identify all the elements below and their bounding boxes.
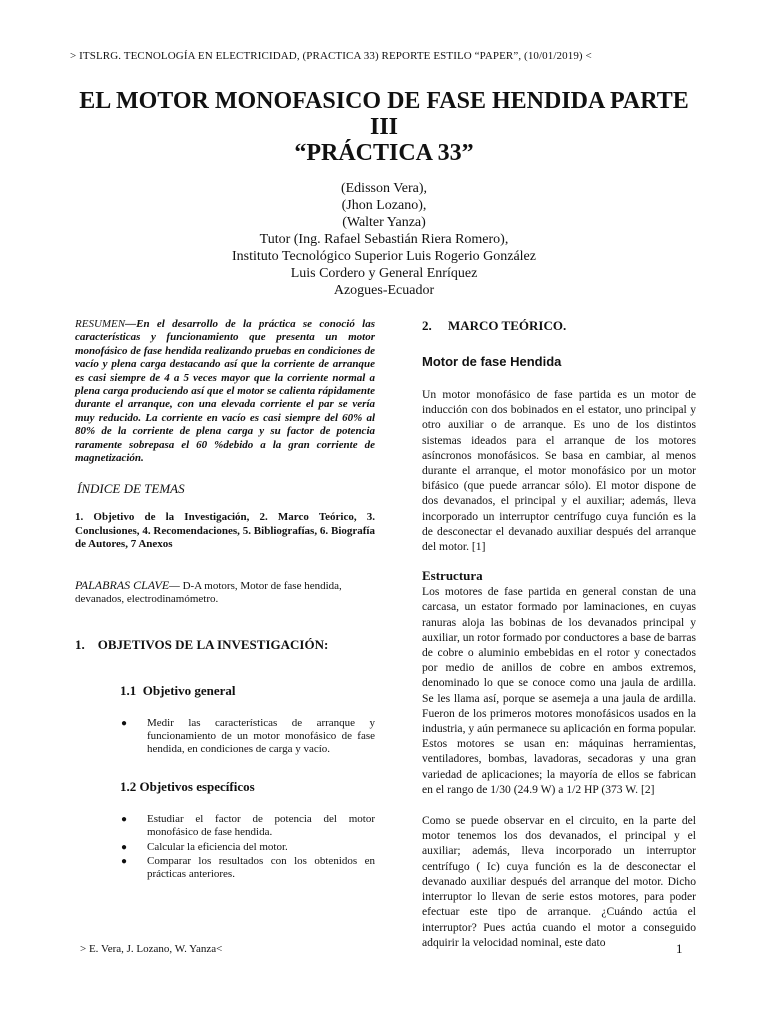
author-block xyxy=(60,180,708,299)
author-line: (Edisson Vera), xyxy=(340,181,428,196)
title-line-1: EL MOTOR MONOFASICO DE FASE HENDIDA PARTE xyxy=(79,88,689,114)
specific-objectives-list xyxy=(75,813,375,882)
bullet-icon: ● xyxy=(121,855,128,867)
section-1-heading: 1. OBJETIVOS DE LA INVESTIGACIÓN: xyxy=(75,636,329,652)
index-heading: ÍNDICE DE TEMAS xyxy=(77,481,185,497)
list-item: ● Estudiar el factor de potencia del motor monofásico de fase hendida. xyxy=(121,812,375,839)
keywords-text: D-A motors, Motor de fase hendida, devanados, electrodinamómetro. xyxy=(75,579,342,606)
keywords xyxy=(75,579,375,607)
general-objective-list xyxy=(75,717,375,757)
author-line: (Walter Yanza) xyxy=(342,215,426,230)
circuit-paragraph: Como se puede observar en el circuito, en la parte del motor tenemos los dos devanados, el principal y el auxiliar; además, lleva incorporado un interruptor centrífugo ( Ic) cuya función es la de desconectar el devanado auxiliar después del arranque del motor. Dicho interruptor lo llevan de serie estos motores, para poder efectuar este tipo de arranque. ¿Cuándo actúa el interruptor? Pues actúa cuando el motor a conseguido adquirir la velocidad nominal, este dato xyxy=(422,814,696,949)
bullet-icon: ● xyxy=(121,717,128,729)
motor-heading: Motor de fase Hendida xyxy=(422,354,562,369)
bullet-icon: ● xyxy=(121,841,128,853)
running-head: > ITSLRG. TECNOLOGÍA EN ELECTRICIDAD, (PRACTICA 33) REPORTE ESTILO “PAPER”, (10/01/2019) < xyxy=(70,50,592,62)
institution-line: Instituto Tecnológico Superior Luis Rogerio González xyxy=(232,249,536,264)
list-item: ● Medir las características de arranque y funcionamiento de un motor monofásico de fase hendida, en condiciones de carga y vacío. xyxy=(121,716,375,756)
structure-paragraph: Los motores de fase partida en general constan de una carcasa, un estator formado por laminaciones, en cuyas ranuras aloja las bobinas de los devanados principal y auxiliar, un rotor formado por conductores a base de barras de cobre o aluminio embebidas en el rotor y conectados por medio de anillos de cobre en ambos extremos, denominado lo que se conoce como una jaula de ardilla. Se les llama así, porque se asemeja a una jaula de ardilla. Fueron de los primeros motores monofásicos usados en la industria, y aún permanece su aplicación en forma popular. Estos motores se usan en: máquinas herramientas, ventiladores, bombas, lavadoras, secadoras y una gran variedad de aplicaciones; la mayoría de ellos se fabrican en el rango de 1/30 (24.9 W) a 1/2 HP (373 W. [2] xyxy=(422,585,696,796)
abstract xyxy=(75,318,375,465)
keywords-label: PALABRAS CLAVE— xyxy=(75,577,180,592)
address-line: Luis Cordero y General Enríquez xyxy=(290,266,478,281)
section-2-title: MARCO TEÓRICO. xyxy=(448,318,567,333)
abstract-text: —En el desarrollo de la práctica se conoció las características y funcionamiento que presenta un motor monofásico de fase hendida realizando pruebas en condiciones de vacío y plena carga destacando así que la corriente de arranque es casi siempre de 4 a 5 veces mayor que la corriente normal a plena carga produciendo así que el motor se calienta rápidamente durante el arranque, con una elevada corriente el par se vería muy reducido. La corriente en vacío es casi siempre del 60% al 80% de la corriente de plena carga y su factor de potencia raramente sobrepasa el 60 %debido a la gran corriente de magnetización. xyxy=(75,318,375,465)
bullet-icon: ● xyxy=(121,813,128,825)
title-line-2: III xyxy=(369,114,399,140)
list-item: ● Comparar los resultados con los obtenidos en prácticas anteriores. xyxy=(121,854,375,881)
page-number: 1 xyxy=(676,941,683,956)
footer-authors: > E. Vera, J. Lozano, W. Yanza< xyxy=(80,943,223,955)
tutor-line: Tutor (Ing. Rafael Sebastián Riera Romero), xyxy=(259,232,509,247)
structure-heading: Estructura xyxy=(422,568,483,584)
paper-title xyxy=(60,88,708,166)
right-column xyxy=(422,318,696,950)
title-line-3: “PRÁCTICA 33” xyxy=(294,140,474,166)
general-objective-heading: 1.1 Objetivo general xyxy=(120,682,236,698)
left-column xyxy=(75,318,375,883)
section-2-number: 2. xyxy=(422,318,432,333)
abstract-label: RESUMEN xyxy=(75,318,126,330)
author-line: (Jhon Lozano), xyxy=(341,198,427,213)
list-item: ● Calcular la eficiencia del motor. xyxy=(121,840,288,853)
index-text: 1. Objetivo de la Investigación, 2. Marco Teórico, 3. Conclusiones, 4. Recomendaciones, 5. Bibliografías, 6. Biografía de Autores, 7 Anexos xyxy=(75,511,375,551)
section-2-heading xyxy=(422,318,696,334)
motor-paragraph: Un motor monofásico de fase partida es un motor de inducción con dos bobinados en el estator, uno principal y otro auxiliar o de arranque. Es uno de los distintos sistemas ideados para el arranque de los motores asíncronos monofásicos. Se basa en cambiar, al menos durante el arranque, el motor monofásico por un motor bifásico (que puede arrancar sólo). El motor dispone de dos devanados, el principal y el auxiliar; además, lleva incorporado un interruptor centrífugo cuya función es la de desconectar el devanado auxiliar después del arranque del motor. [1] xyxy=(422,388,696,554)
specific-objectives-heading: 1.2 Objetivos específicos xyxy=(120,778,255,794)
city-line: Azogues-Ecuador xyxy=(333,283,435,298)
